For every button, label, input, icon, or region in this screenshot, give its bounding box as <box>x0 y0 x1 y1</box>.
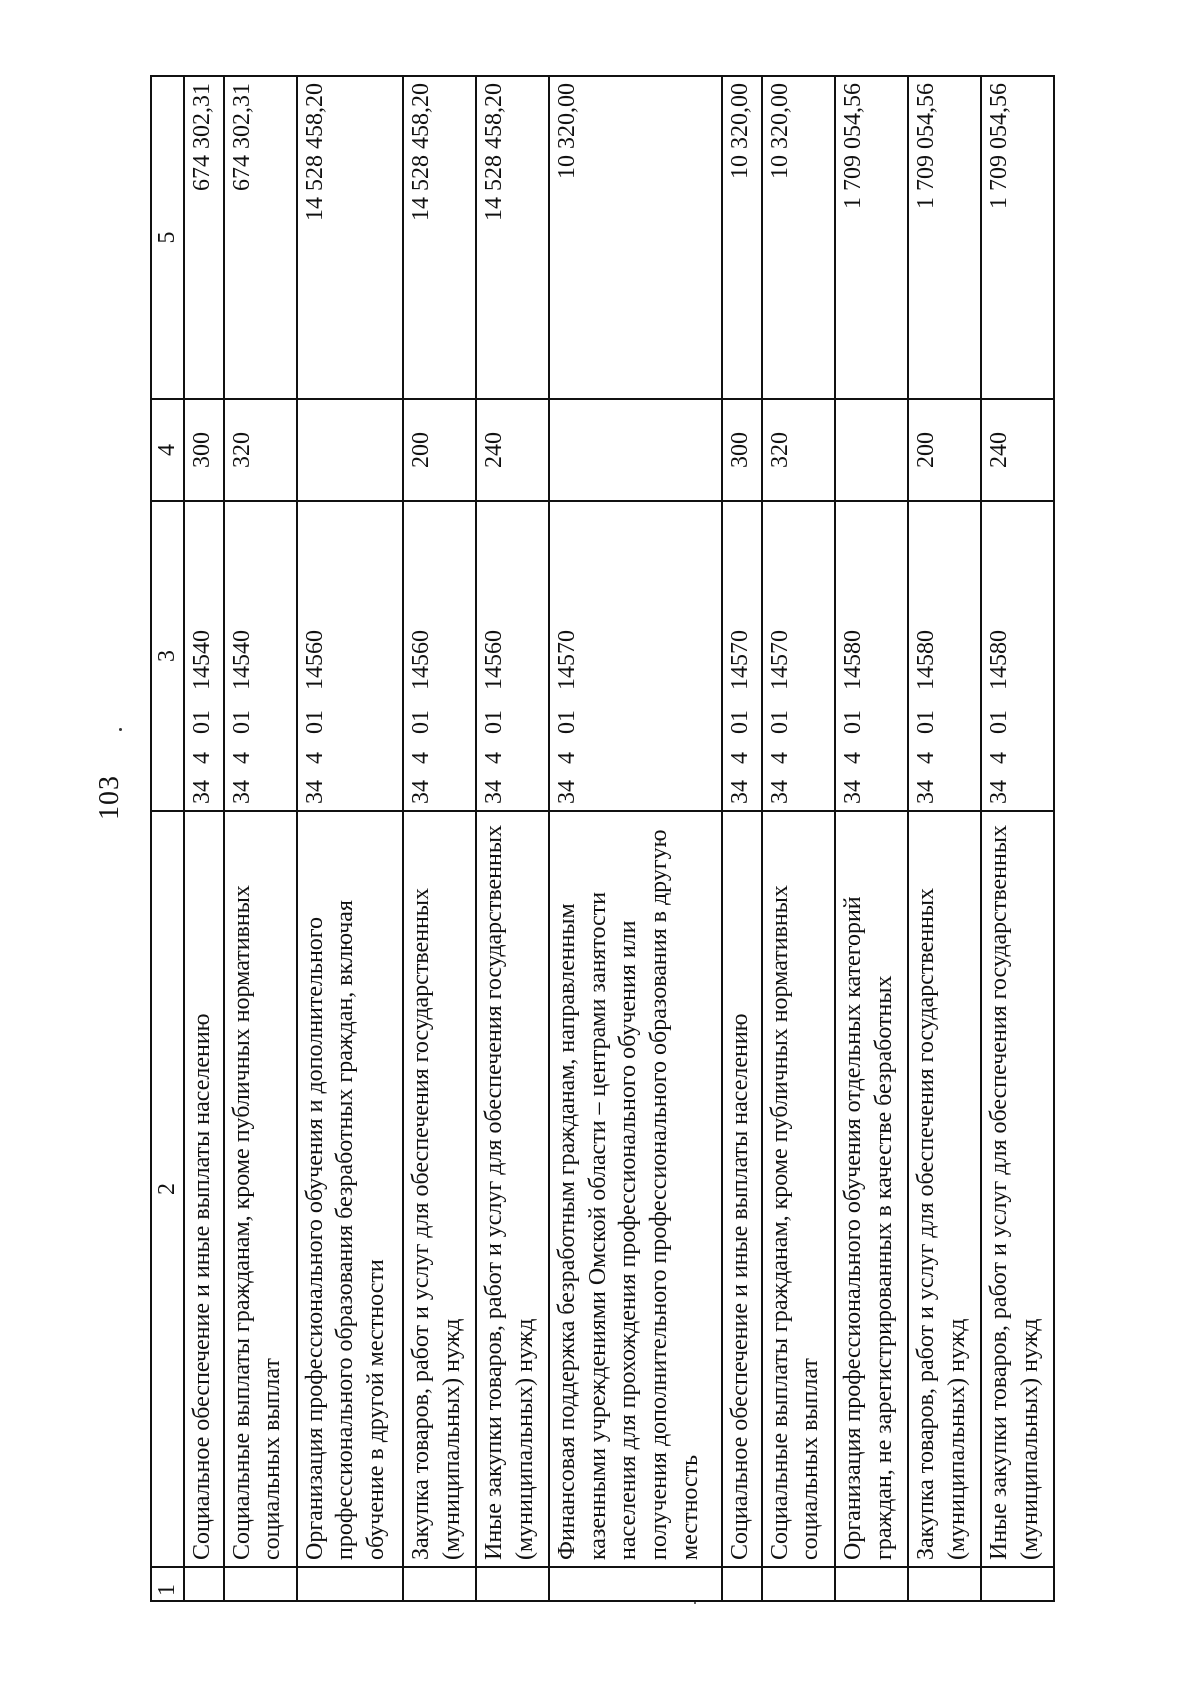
expense-type-cell: 200 <box>403 399 476 501</box>
amount-cell: 1 709 054,56 <box>981 76 1054 399</box>
row-number-cell <box>297 1567 403 1601</box>
expense-type-cell: 300 <box>722 399 762 501</box>
row-number-cell <box>835 1567 908 1601</box>
table-row <box>476 76 549 1601</box>
budget-code-cell: 3440114560 <box>476 501 549 811</box>
header-col-2: 2 <box>151 811 184 1567</box>
item-name-cell: Иные закупки товаров, работ и услуг для обеспечения государственных (муниципальных) нужд <box>981 811 1054 1567</box>
scan-speck <box>694 1602 696 1604</box>
row-number-cell <box>224 1567 297 1601</box>
scan-speck <box>119 728 122 731</box>
table-row <box>403 76 476 1601</box>
budget-code-cell: 3440114570 <box>722 501 762 811</box>
item-name-cell: Закупка товаров, работ и услуг для обеспечения государственных (муниципальных) нужд <box>403 811 476 1567</box>
item-name-cell: Организация профессионального обучения отдельных категорий граждан, не зарегистрированных в качестве безработных <box>835 811 908 1567</box>
header-col-1: 1 <box>151 1567 184 1601</box>
expense-type-cell: 300 <box>184 399 224 501</box>
table-row <box>549 76 722 1601</box>
expense-type-cell: 320 <box>762 399 835 501</box>
header-col-5: 5 <box>151 76 184 399</box>
item-name-cell: Закупка товаров, работ и услуг для обеспечения государственных (муниципальных) нужд <box>908 811 981 1567</box>
budget-code-cell: 3440114580 <box>835 501 908 811</box>
item-name-cell: Социальные выплаты гражданам, кроме публичных нормативных социальных выплат <box>762 811 835 1567</box>
item-name-cell: Социальные выплаты гражданам, кроме публичных нормативных социальных выплат <box>224 811 297 1567</box>
budget-code-cell: 3440114560 <box>297 501 403 811</box>
expense-type-cell: 200 <box>908 399 981 501</box>
budget-code-cell: 3440114540 <box>184 501 224 811</box>
amount-cell: 14 528 458,20 <box>476 76 549 399</box>
budget-code-cell: 3440114570 <box>549 501 722 811</box>
item-name-cell: Иные закупки товаров, работ и услуг для обеспечения государственных (муниципальных) нужд <box>476 811 549 1567</box>
header-col-4: 4 <box>151 399 184 501</box>
expense-type-cell: 320 <box>224 399 297 501</box>
table-row <box>908 76 981 1601</box>
table-row <box>835 76 908 1601</box>
table-row <box>762 76 835 1601</box>
row-number-cell <box>981 1567 1054 1601</box>
table-row <box>297 76 403 1601</box>
table-row <box>184 76 224 1601</box>
table-row <box>224 76 297 1601</box>
budget-code-cell: 3440114580 <box>908 501 981 811</box>
budget-code-cell: 3440114540 <box>224 501 297 811</box>
row-number-cell <box>762 1567 835 1601</box>
amount-cell: 1 709 054,56 <box>835 76 908 399</box>
rotated-page-content <box>150 77 1055 1602</box>
amount-cell: 14 528 458,20 <box>297 76 403 399</box>
row-number-cell <box>908 1567 981 1601</box>
item-name-cell: Социальное обеспечение и иные выплаты населению <box>722 811 762 1567</box>
expense-type-cell: 240 <box>476 399 549 501</box>
item-name-cell: Финансовая поддержка безработным гражданам, направленным казенными учреждениями Омской области – центрами занятости населения для прохождения профессионального обучения или получения дополнительного профессионального образования в другую местность <box>549 811 722 1567</box>
item-name-cell: Организация профессионального обучения и дополнительного профессионального образования безработных граждан, включая обучение в другой местности <box>297 811 403 1567</box>
amount-cell: 10 320,00 <box>762 76 835 399</box>
amount-cell: 1 709 054,56 <box>908 76 981 399</box>
amount-cell: 10 320,00 <box>722 76 762 399</box>
table-row <box>981 76 1054 1601</box>
header-col-3: 3 <box>151 501 184 811</box>
budget-code-cell: 3440114560 <box>403 501 476 811</box>
row-number-cell <box>549 1567 722 1601</box>
table-row <box>722 76 762 1601</box>
expense-type-cell <box>297 399 403 501</box>
amount-cell: 674 302,31 <box>224 76 297 399</box>
page-number: 103 <box>94 775 125 820</box>
table-header-row <box>151 76 184 1601</box>
amount-cell: 674 302,31 <box>184 76 224 399</box>
row-number-cell <box>184 1567 224 1601</box>
row-number-cell <box>722 1567 762 1601</box>
expense-type-cell: 240 <box>981 399 1054 501</box>
expense-type-cell <box>549 399 722 501</box>
budget-code-cell: 3440114570 <box>762 501 835 811</box>
budget-code-cell: 3440114580 <box>981 501 1054 811</box>
expense-type-cell <box>835 399 908 501</box>
amount-cell: 14 528 458,20 <box>403 76 476 399</box>
amount-cell: 10 320,00 <box>549 76 722 399</box>
item-name-cell: Социальное обеспечение и иные выплаты населению <box>184 811 224 1567</box>
row-number-cell <box>403 1567 476 1601</box>
budget-table <box>150 75 1055 1602</box>
row-number-cell <box>476 1567 549 1601</box>
